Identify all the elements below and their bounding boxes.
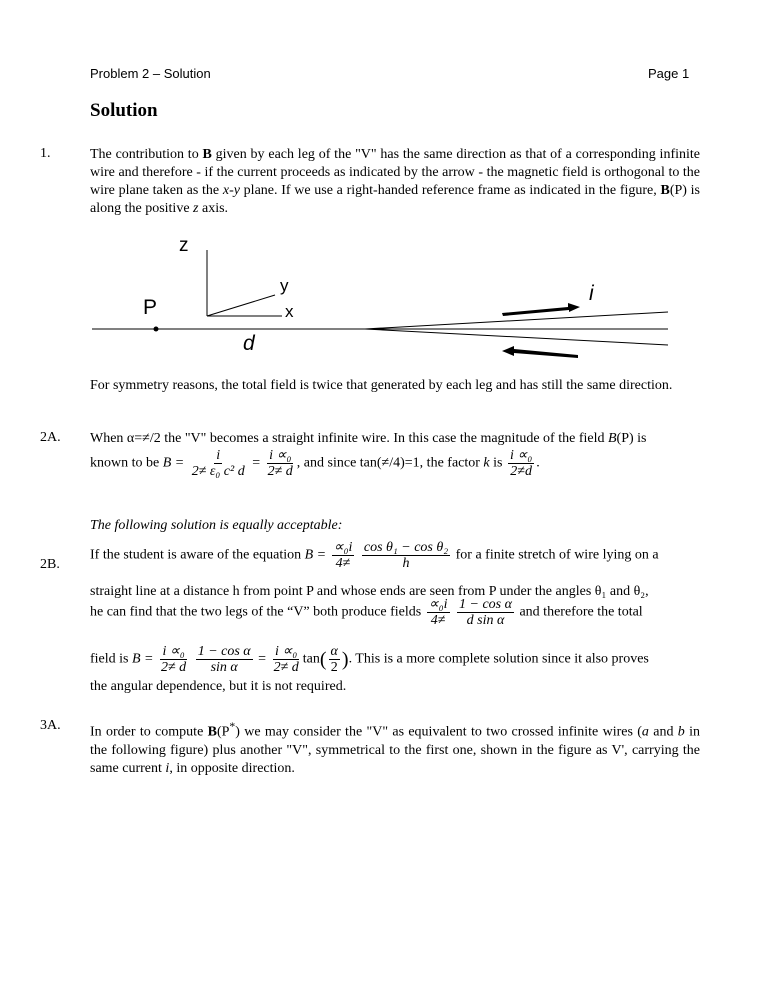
item-number-3a: 3A. <box>40 718 61 733</box>
paragraph-1: The contribution to B given by each leg of the "V" has the same direction as that of a corresponding infinite wire and therefore - if the current proceeds as indicated by the arrow - the magnetic field is orthogonal to the wire plane taken as the x-y plane. If we use a right-handed reference frame as indicated in the figure, B(P) is along the positive z axis. <box>90 147 700 216</box>
alternative-note: The following solution is equally acceptable: <box>90 518 343 533</box>
page-number: Page 1 <box>648 66 690 81</box>
current-arrow-upper <box>502 303 580 316</box>
line-2b-5: the angular dependence, but it is not required. <box>90 679 347 694</box>
label-p: P <box>143 296 158 319</box>
line-2b-3: he can find that the two legs of the “V” both produce fields $\frac{\text{∝₀i}}{4\ne}$ $\frac{\text{1 − cos α}}{\text{d sin α}}$ and therefore the total <box>90 597 643 628</box>
label-x: x <box>285 302 294 321</box>
symmetry-paragraph: For symmetry reasons, the total field is twice that generated by each leg and has still the same direction. <box>90 378 673 393</box>
section-title: Solution <box>90 100 158 121</box>
paragraph-3a: In order to compute B(P*) we may consider the "V" as equivalent to two crossed infinite wires (a and b in the following figure) plus another "V", symmetrical to the first one, shown in the figure as V', carrying the same current i, in opposite direction. <box>90 720 701 776</box>
page-header-left: Problem 2 – Solution <box>90 66 211 81</box>
point-p <box>154 327 159 332</box>
line-2b-1: If the student is aware of the equation B = $\frac{\text{∝₀i}}{4\ne}$ $\frac{\text{cos θ₁ − cos θ₂}}{h}$ for a finite stretch of wire lying on a <box>90 540 659 571</box>
line-2a-1: When α=≠/2 the "V" becomes a straight infinite wire. In this case the magnitude of the field B(P) is <box>90 431 647 446</box>
label-i: i <box>589 282 594 305</box>
y-axis <box>207 295 275 316</box>
v-lower-leg <box>365 329 668 345</box>
item-number-2b: 2B. <box>40 557 60 572</box>
line-2b-2: straight line at a distance h from point P and whose ends are seen from P under the angles θ₁ and θ₂, <box>90 584 649 599</box>
line-2b-4: field is B = $\frac{\text{i ∝₀}}{2\ne d}$ $\frac{\text{1 − cos α}}{\text{sin α}}$ = $\frac{\text{i ∝₀}}{2\ne d}$ tan( $\frac{\alpha}{2}$ ). This is a more complete solution since it also proves <box>90 644 649 675</box>
item-number-2a: 2A. <box>40 430 61 445</box>
label-y: y <box>280 276 289 295</box>
label-d: d <box>243 332 255 355</box>
label-z: z <box>179 235 189 256</box>
item-number-1: 1. <box>40 146 51 161</box>
line-2a-2: known to be B = $\frac{i}{\text{2≠ ε₀ c² d}}$ = $\frac{\text{i ∝₀}}{2\ne d}$ , and since tan(≠/4)=1, the factor k is $\frac{\text{i ∝₀}}{2\ne d}$ . <box>90 448 540 479</box>
current-arrow-lower <box>502 346 578 358</box>
